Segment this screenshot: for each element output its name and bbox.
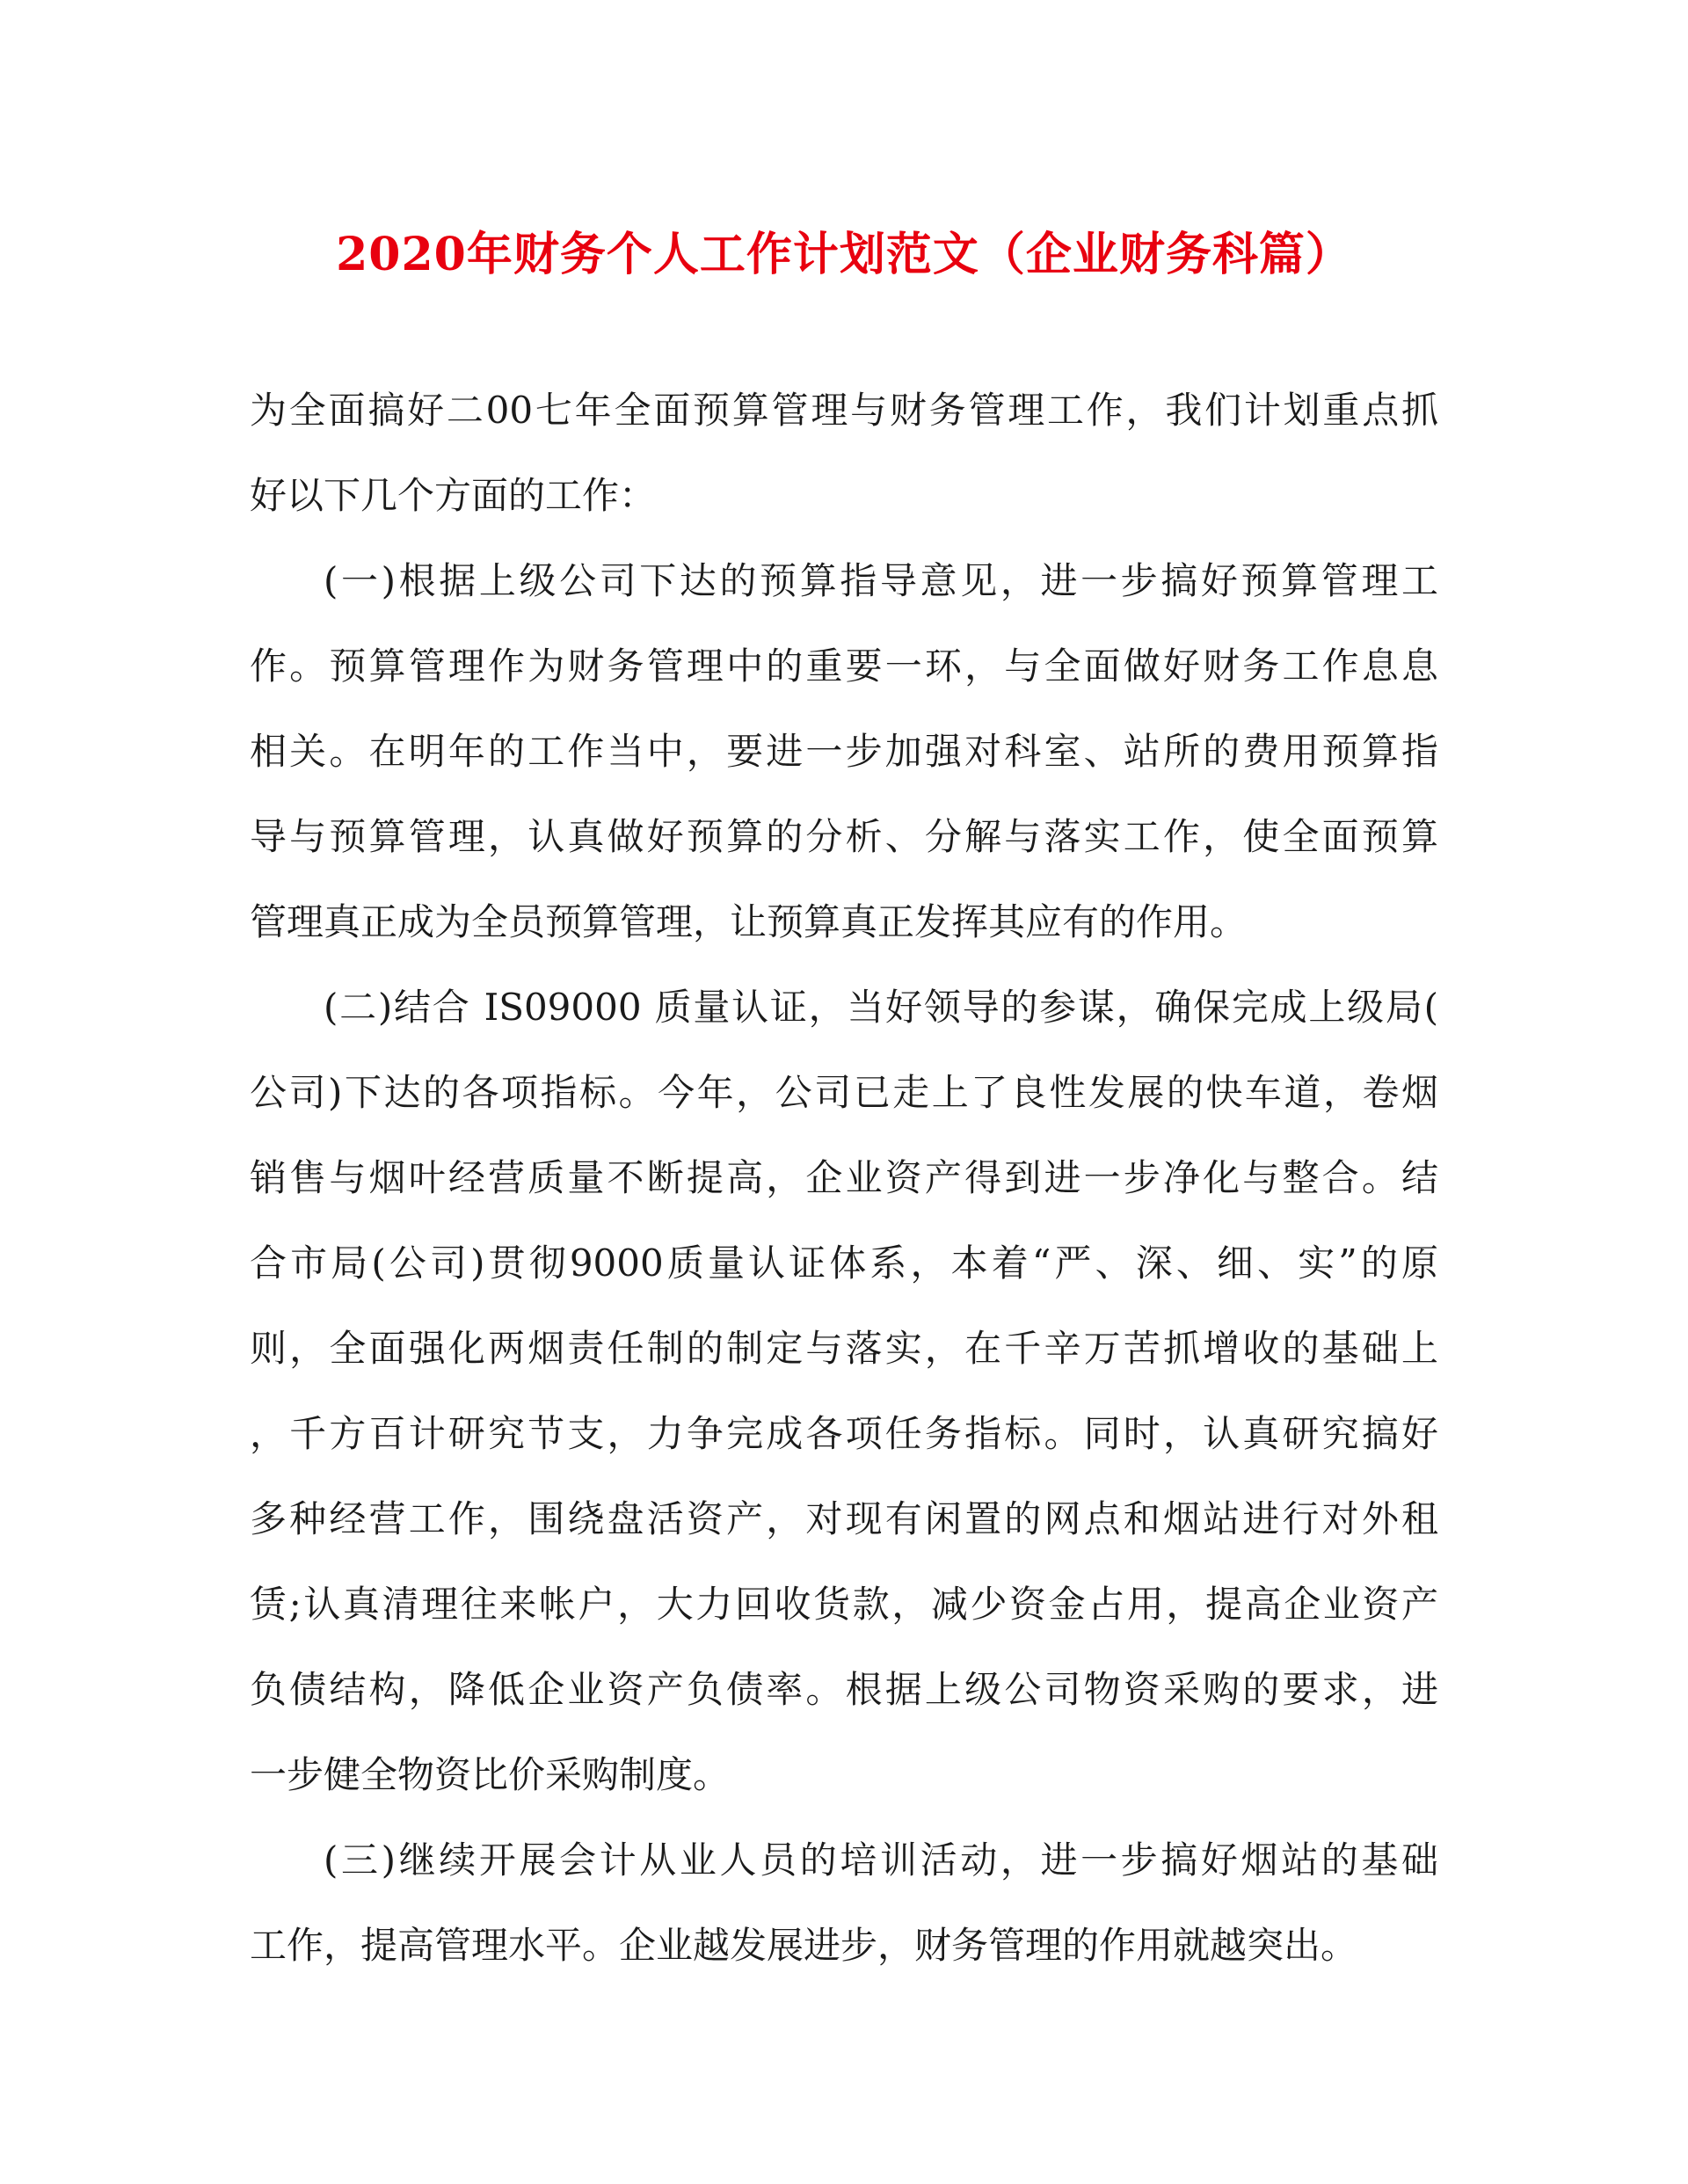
body-line: 公司)下达的各项指标。今年，公司已走上了良性发展的快车道，卷烟 [250,1071,1438,1114]
body-line: 为全面搞好二00七年全面预算管理与财务管理工作，我们计划重点抓 [250,389,1438,432]
document-title: 2020年财务个人工作计划范文（企业财务科篇） [336,228,1352,281]
body-line: 赁;认真清理往来帐户，大力回收货款，减少资金占用，提高企业资产 [250,1583,1438,1626]
body-line: 合市局(公司)贯彻9000质量认证体系，本着“严、深、细、实”的原 [250,1241,1438,1285]
document-body [250,368,1438,1988]
body-line: (一)根据上级公司下达的预算指导意见，进一步搞好预算管理工 [324,559,1438,602]
body-line: 销售与烟叶经营质量不断提高，企业资产得到进一步净化与整合。结 [250,1156,1438,1199]
body-line: ，千方百计研究节支，力争完成各项任务指标。同时，认真研究搞好 [250,1412,1438,1455]
body-line: (二)结合 IS09000 质量认证，当好领导的参谋，确保完成上级局( [324,986,1438,1029]
body-line: 好以下几个方面的工作： [250,474,657,517]
body-line: 导与预算管理，认真做好预算的分析、分解与落实工作，使全面预算 [250,815,1438,858]
body-line: 负债结构，降低企业资产负债率。根据上级公司物资采购的要求，进 [250,1668,1438,1711]
body-line: 管理真正成为全员预算管理，让预算真正发挥其应有的作用。 [250,900,1248,943]
body-line: 相关。在明年的工作当中，要进一步加强对科室、站所的费用预算指 [250,730,1438,773]
body-line: 作。预算管理作为财务管理中的重要一环，与全面做好财务工作息息 [250,644,1438,688]
body-line: 一步健全物资比价采购制度。 [250,1753,731,1796]
body-line: 则，全面强化两烟责任制的制定与落实，在千辛万苦抓增收的基础上 [250,1327,1438,1370]
body-line: 工作，提高管理水平。企业越发展进步，财务管理的作用就越突出。 [250,1924,1358,1967]
body-line: 多种经营工作，围绕盘活资产，对现有闲置的网点和烟站进行对外租 [250,1497,1438,1540]
body-line: (三)继续开展会计从业人员的培训活动，进一步搞好烟站的基础 [324,1838,1438,1882]
